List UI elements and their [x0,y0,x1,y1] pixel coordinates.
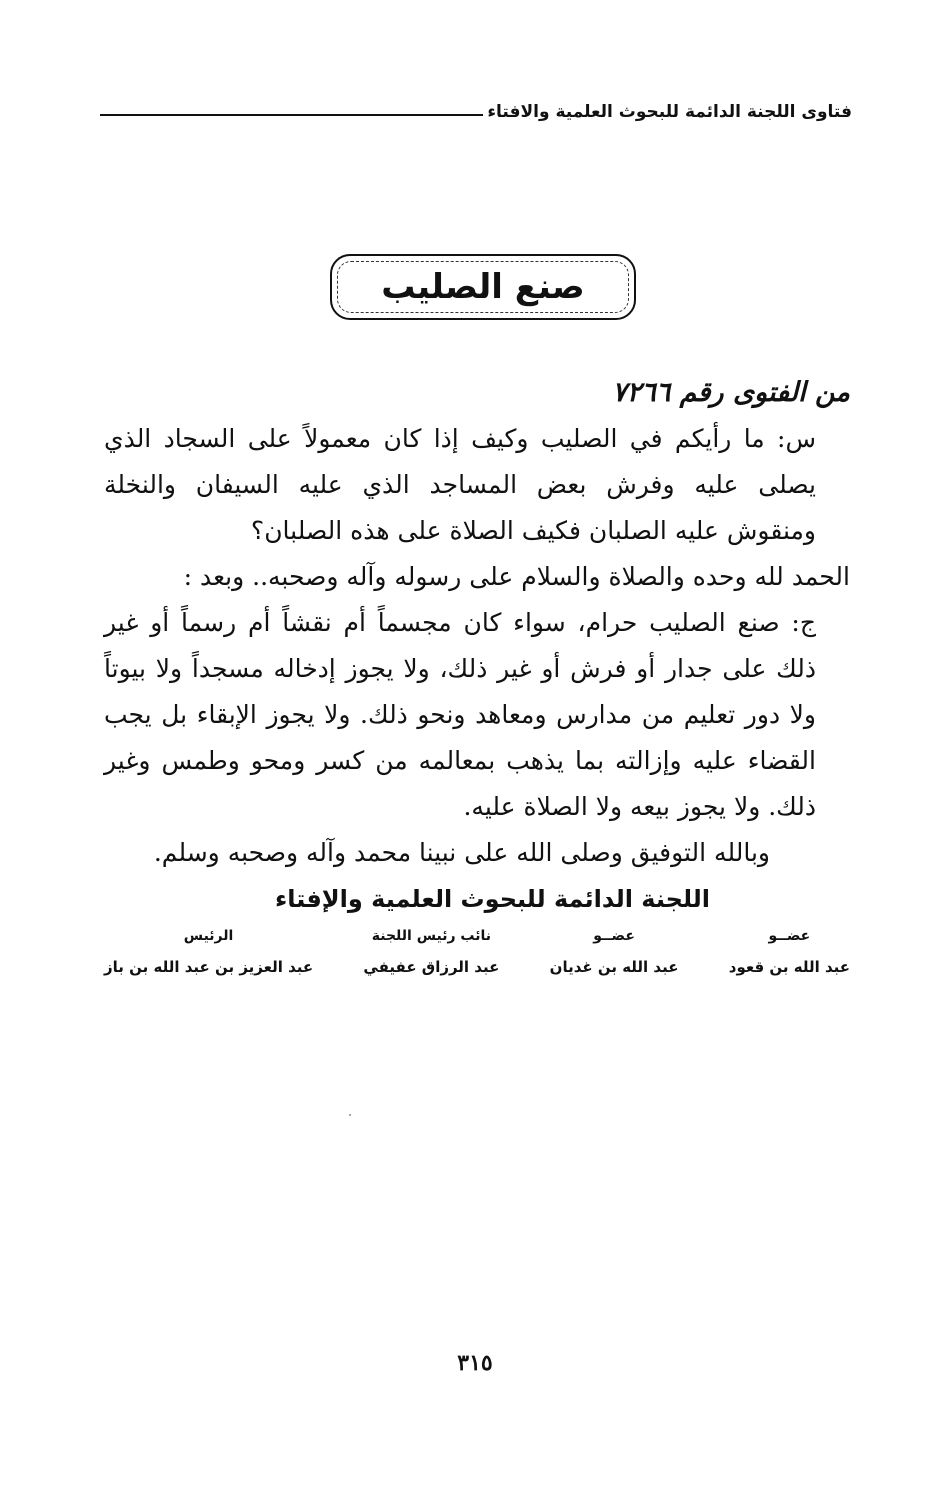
signatory-role: عضــو [593,928,635,944]
signatory-name: عبد العزيز بن عبد الله بن باز [104,958,314,976]
signatures-row [104,928,850,976]
signatory [550,928,679,976]
page-number: ٣١٥ [457,1350,493,1376]
fatwa-number: من الفتوى رقم ٧٢٦٦ [612,377,850,408]
signatory-name: عبد الرزاق عفيفي [363,958,500,976]
signatory-role: عضــو [768,928,811,944]
signatory-name: عبد الله بن غديان [549,958,679,976]
scan-speck [349,1114,351,1116]
committee-name: اللجنة الدائمة للبحوث العلمية والإفتاء [275,885,710,913]
signatory [363,928,499,976]
fatwa-praise: الحمد لله وحده والصلاة والسلام على رسوله وآله وصحبه.. وبعد : [183,562,850,591]
running-title: فتاوى اللجنة الدائمة للبحوث العلمية والافتاء [487,102,852,122]
section-title-frame [330,254,636,320]
fatwa-question: س: ما رأيكم في الصليب وكيف إذا كان معمولاً على السجاد الذي يصلى عليه وفرش بعض المساجد الذي عليه السيفان والنخلة ومنقوش عليه الصلبان فكيف الصلاة على هذه الصلبان؟ [104,424,816,545]
signatory-role: نائب رئيس اللجنة [371,928,491,944]
fatwa-answer: ج: صنع الصليب حرام، سواء كان مجسماً أم نقشاً أم رسماً أو غير ذلك على جدار أو فرش أو غير ذلك، ولا يجوز إدخاله مسجداً ولا بيوتاً ولا دور تعليم من مدارس ومعاهد ونحو ذلك. ولا يجوز الإبقاء بل يجب القضاء عليه وإزالته بما يذهب بمعالمه من كسر ومحو وطمس وغير ذلك. ولا يجوز بيعه ولا الصلاة عليه. [104,608,816,821]
signatory [104,928,313,976]
section-title-inner-frame [337,261,629,313]
section-title: صنع الصليب [381,267,585,307]
fatwa-body [104,370,850,922]
signatory-name: عبد الله بن قعود [728,958,850,976]
running-header [100,92,852,122]
fatwa-closing: وبالله التوفيق وصلى الله على نبينا محمد وآله وصحبه وسلم. [153,838,770,867]
signatory [729,928,850,976]
signatory-role: الرئيس [183,928,234,944]
header-rule [100,114,483,116]
